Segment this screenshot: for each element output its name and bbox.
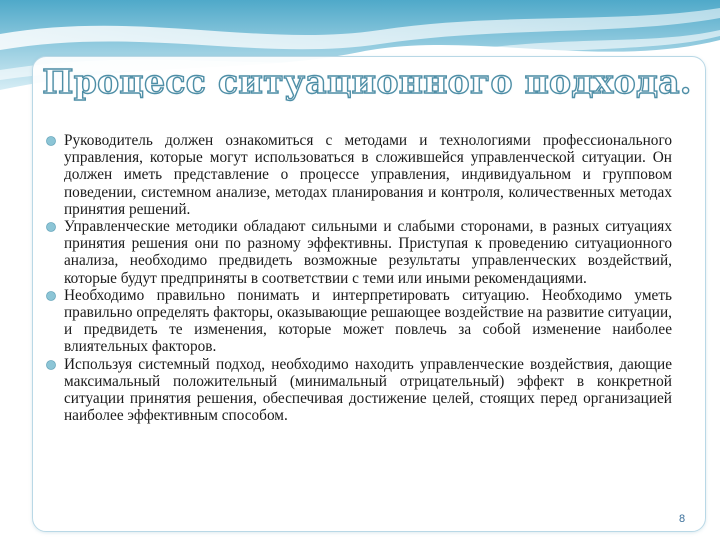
bullet-text: Управленческие методики обладают сильными и слабыми сторонами, в разных ситуациях принятия решения они по разному эффективны. Приступая к проведению ситуационного анализа, необходимо предвидеть возможные результаты управленческих воздействий, которые будут предприняты в соответствии с теми или иными рекомендациями. <box>64 218 672 287</box>
bullet-text: Используя системный подход, необходимо находить управленческие воздействия, дающие максимальный положительный (минимальный отрицательный) эффект в конкретной ситуации принятия решения, обеспечивая достижение целей, стоящих перед организацией наиболее эффективным способом. <box>64 355 672 425</box>
bullet-text: Необходимо правильно понимать и интерпретировать ситуацию. Необходимо уметь правильно определять факторы, оказывающие решающее воздействие на развитие ситуации, и предвидеть те изменения, которые может повлечь за собой изменение наиболее влиятельных факторов. <box>64 286 672 356</box>
circle-bullet-icon <box>46 360 56 370</box>
bullet-item <box>44 287 672 356</box>
bullet-item <box>44 132 672 218</box>
bullet-item <box>44 356 672 425</box>
slide-title: Процесс ситуационного подхода. <box>42 62 692 101</box>
bullet-text: Руководитель должен ознакомиться с методами и технологиями профессионального управления, которые могут использоваться в сложившейся управленческой ситуации. Он должен иметь представление о процессе управления, индивидуальном и групповом поведении, системном анализе, методах планирования и контроля, количественных методах принятия решений. <box>64 132 672 218</box>
bullet-list <box>44 132 672 424</box>
page-number: 8 <box>678 513 686 525</box>
circle-bullet-icon <box>46 136 56 146</box>
circle-bullet-icon <box>46 222 56 232</box>
circle-bullet-icon <box>46 291 56 301</box>
bullet-item <box>44 218 672 287</box>
